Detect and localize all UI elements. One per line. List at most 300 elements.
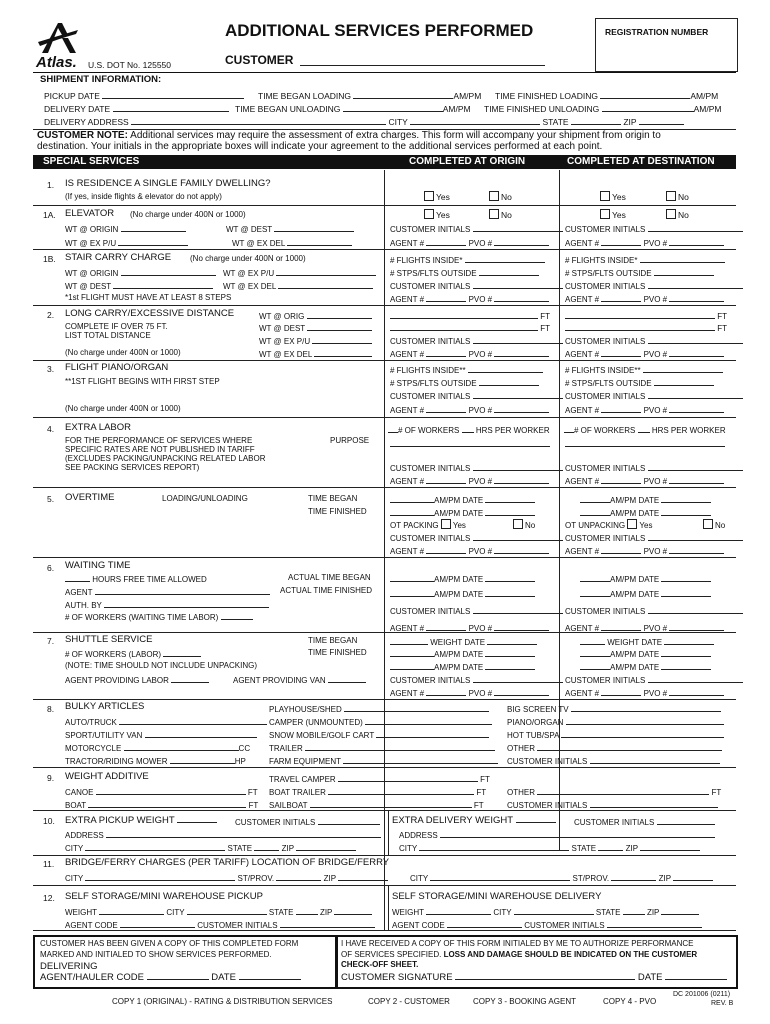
time-finished-loading-field[interactable] [600, 90, 690, 99]
s4-origin-hrs-field[interactable] [462, 424, 474, 433]
customer-label: CUSTOMER [225, 53, 294, 67]
s10-address-label: ADDRESS [399, 831, 438, 840]
s6-workers-label: # OF WORKERS (WAITING TIME LABOR) [65, 613, 219, 622]
s5-dest-time1-field[interactable] [580, 494, 610, 503]
s4-dest-initials-field[interactable] [648, 462, 743, 471]
customer-initials-label: CUSTOMER INITIALS [565, 282, 646, 291]
s12-pickup-zip-field[interactable] [334, 906, 372, 915]
pvo-label: PVO # [643, 239, 668, 248]
columns-header [33, 155, 736, 169]
s10-pickup-city-field[interactable] [85, 842, 225, 851]
s8-playhouse-field[interactable] [344, 703, 489, 712]
s4-dest-pvo-field[interactable] [669, 475, 724, 484]
s12-weight-label: WEIGHT [392, 908, 424, 917]
s10-delivery-title: EXTRA DELIVERY WEIGHT [392, 815, 513, 826]
s7-origin-agent-field[interactable] [426, 687, 466, 696]
s2-num: 2. [47, 310, 55, 320]
s5-num: 5. [47, 494, 55, 504]
ampm-label: AM/PM [690, 91, 719, 101]
s1b-dest-stps-field[interactable] [654, 267, 714, 276]
s12-delivery-city-field[interactable] [514, 906, 594, 915]
s5-origin-pvo-field[interactable] [494, 545, 549, 554]
s8-farm-field[interactable] [343, 755, 498, 764]
s8-bigscreen-field[interactable] [571, 703, 721, 712]
pvo-label: PVO # [643, 624, 668, 633]
s6-agent-label: AGENT [65, 588, 93, 597]
agent-label: AGENT # [565, 624, 600, 633]
s7-dest-initials-field[interactable] [648, 674, 743, 683]
date-label: DATE [462, 509, 484, 518]
date-label: DATE [638, 509, 660, 518]
s10-delivery-weight-field[interactable] [516, 814, 556, 823]
s11-zip1-field[interactable] [338, 872, 388, 881]
s10-delivery-zip-field[interactable] [640, 842, 700, 851]
s6-hours-free-field[interactable] [65, 573, 90, 582]
s2-wt-orig-label: WT @ ORIG [259, 312, 305, 321]
s5-dest-time2-field[interactable] [580, 507, 610, 516]
s7-origin-time2-field[interactable] [390, 661, 434, 670]
s6-dest-pvo-field[interactable] [669, 622, 724, 631]
s1b-dest-agent-field[interactable] [601, 293, 641, 302]
stps-outside-label: # STPS/FLTS OUTSIDE [390, 379, 477, 388]
s10-state-label: STATE [227, 844, 253, 853]
s8-suv-label: SPORT/UTILITY VAN [65, 731, 143, 740]
s8-tractor-field[interactable] [170, 755, 235, 764]
s11-city1-field[interactable] [85, 872, 235, 881]
s4-purpose: PURPOSE [330, 436, 370, 445]
customer-field[interactable] [300, 65, 545, 66]
s1a-dest-no-checkbox[interactable] [666, 209, 676, 219]
s8-snowmobile-field[interactable] [376, 729, 489, 738]
customer-initials-label: CUSTOMER INITIALS [390, 337, 471, 346]
s1b-origin-agent-field[interactable] [426, 293, 466, 302]
s3-dest-initials-field[interactable] [648, 390, 743, 399]
s7-dest-pvo-field[interactable] [669, 687, 724, 696]
s4-origin-workers-field[interactable] [388, 424, 398, 433]
s1b-wt-ex-pu-field[interactable] [276, 267, 376, 276]
s11-stprov1-field[interactable] [276, 872, 321, 881]
s6-origin-pvo-field[interactable] [494, 622, 549, 631]
s8-playhouse-label: PLAYHOUSE/SHED [269, 705, 342, 714]
delivery-date-field[interactable] [113, 103, 229, 112]
s2-wt-orig-field[interactable] [307, 310, 372, 319]
s7-dest-date1-field[interactable] [664, 636, 714, 645]
s1b-note: (No charge under 400N or 1000) [190, 254, 306, 263]
s10-delivery-state-field[interactable] [598, 842, 623, 851]
s10-pickup-zip-field[interactable] [296, 842, 356, 851]
weight-label: WEIGHT [607, 638, 640, 647]
s12-delivery-agent-code-field[interactable] [447, 919, 522, 928]
s5-dest-date2-field[interactable] [661, 507, 711, 516]
s9-canoe-field[interactable] [96, 786, 246, 795]
s1a-dest-agent-field[interactable] [601, 237, 641, 246]
s1a-origin-agent-field[interactable] [426, 237, 466, 246]
s12-delivery-weight-field[interactable] [426, 906, 491, 915]
s4-origin-agent-field[interactable] [426, 475, 466, 484]
zip-field[interactable] [639, 116, 684, 125]
s7-agent-labor-field[interactable] [171, 674, 209, 683]
s4-dest-workers-field[interactable] [564, 424, 574, 433]
zip-label: ZIP [623, 117, 637, 127]
s3-origin-flights-field[interactable] [468, 364, 543, 373]
s1a-dest-pvo-field[interactable] [669, 237, 724, 246]
s6-origin-date2-field[interactable] [485, 588, 535, 597]
form-revision: REV. B [711, 1000, 734, 1007]
special-services-heading: SPECIAL SERVICES [43, 156, 140, 167]
pvo-label: PVO # [468, 239, 493, 248]
s2-origin-initials-field[interactable] [473, 335, 563, 344]
s1b-wt-ex-del-field[interactable] [278, 280, 373, 289]
s2-dest-pvo-field[interactable] [669, 348, 724, 357]
s11-stprov2-field[interactable] [611, 872, 656, 881]
s2-dest-agent-field[interactable] [601, 348, 641, 357]
agent-label: AGENT # [565, 477, 600, 486]
s8-piano-field[interactable] [566, 716, 724, 725]
s1a-origin-initials-field[interactable] [473, 223, 563, 232]
ampm-label: AM/PM [434, 509, 461, 518]
s1-origin-no-checkbox[interactable] [489, 191, 499, 201]
pvo-label: PVO # [643, 406, 668, 415]
s1a-wt-origin-field[interactable] [121, 223, 186, 232]
s8-autotruck-field[interactable] [119, 716, 267, 725]
s1-sub: (If yes, inside flights & elevator do not apply) [65, 192, 222, 201]
pickup-date-field[interactable] [102, 90, 244, 99]
date-label: DATE [638, 590, 660, 599]
ampm-label: AM/PM [610, 575, 637, 584]
s1-origin-yes-checkbox[interactable] [424, 191, 434, 201]
registration-label: REGISTRATION NUMBER [605, 27, 709, 37]
s2-origin-ft2-field[interactable] [390, 322, 538, 331]
s1a-wt-ex-pu-field[interactable] [118, 237, 188, 246]
s10-delivery-city-field[interactable] [419, 842, 569, 851]
s12-pickup-agent-code-field[interactable] [120, 919, 195, 928]
s10-pickup-weight-field[interactable] [177, 814, 217, 823]
s12-title2: SELF STORAGE/MINI WAREHOUSE DELIVERY [392, 891, 602, 902]
s12-delivery-zip-field[interactable] [661, 906, 699, 915]
ampm-label: AM/PM [610, 509, 637, 518]
s6-agent-field[interactable] [95, 586, 270, 595]
s8-motorcycle-field[interactable] [124, 742, 239, 751]
s11-city2-field[interactable] [430, 872, 570, 881]
s3-origin-agent-field[interactable] [426, 404, 466, 413]
s9-boat-trailer-field[interactable] [328, 786, 474, 795]
date-label: DATE [211, 972, 236, 983]
time-finished-unloading-label: TIME FINISHED UNLOADING [484, 104, 600, 114]
ot-packing-yes-checkbox[interactable] [441, 519, 451, 529]
delivery-address-label: DELIVERY ADDRESS [44, 117, 129, 127]
s1b-dest-flights-field[interactable] [640, 254, 725, 263]
s2-dest-ft2-field[interactable] [565, 322, 715, 331]
ampm-label: AM/PM [610, 650, 637, 659]
s1a-origin-yes-checkbox[interactable] [424, 209, 434, 219]
ft-label: FT [248, 801, 259, 810]
s7-dest-time1-field[interactable] [580, 648, 610, 657]
s3-dest-stps-field[interactable] [654, 377, 714, 386]
s1a-wt-dest-field[interactable] [274, 223, 354, 232]
s7-workers-field[interactable] [163, 648, 201, 657]
s3-origin-pvo-field[interactable] [494, 404, 549, 413]
s7-agent-van-field[interactable] [328, 674, 366, 683]
ampm-label: AM/PM [434, 575, 461, 584]
time-began-loading-field[interactable] [353, 90, 453, 99]
ampm-label: AM/PM [693, 104, 722, 114]
time-began-unloading-label: TIME BEGAN UNLOADING [235, 104, 341, 114]
s9-other-field[interactable] [537, 786, 709, 795]
s5-origin-date2-field[interactable] [485, 507, 535, 516]
agent-label: AGENT # [390, 350, 425, 359]
s6-workers-field[interactable] [221, 611, 253, 620]
copy3: COPY 3 - BOOKING AGENT [473, 997, 576, 1006]
s12-pickup-city-field[interactable] [187, 906, 267, 915]
s7-origin-date2-field[interactable] [485, 648, 535, 657]
delivery-date-label: DELIVERY DATE [44, 104, 111, 114]
agent-label: AGENT # [390, 477, 425, 486]
s12-pickup-initials-field[interactable] [280, 919, 375, 928]
agent-label: AGENT # [390, 689, 425, 698]
s10-pickup-initials-field[interactable] [318, 816, 380, 825]
s5-origin-initials-field[interactable] [473, 532, 563, 541]
pvo-label: PVO # [643, 350, 668, 359]
s3-origin-stps-field[interactable] [479, 377, 539, 386]
s8-suv-field[interactable] [145, 729, 257, 738]
s6-origin-time2-field[interactable] [390, 588, 434, 597]
s5-dest-date1-field[interactable] [661, 494, 711, 503]
date-label: DATE [638, 575, 660, 584]
s4-dest-agent-field[interactable] [601, 475, 641, 484]
agent-hauler-field[interactable] [147, 971, 209, 980]
s8-initials-field[interactable] [590, 755, 720, 764]
s6-dest-agent-field[interactable] [601, 622, 641, 631]
s1b-dest-initials-field[interactable] [648, 280, 743, 289]
time-began-unloading-field[interactable] [343, 103, 443, 112]
s12-agent-code-label: AGENT CODE [392, 921, 445, 930]
s1a-origin-pvo-field[interactable] [494, 237, 549, 246]
s6-origin-time1-field[interactable] [390, 573, 434, 582]
s5-origin-agent-field[interactable] [426, 545, 466, 554]
date-label: DATE [462, 496, 484, 505]
s3-num: 3. [47, 364, 55, 374]
s10-city-label: CITY [65, 844, 84, 853]
pvo-label: PVO # [468, 350, 493, 359]
s8-hottub-field[interactable] [561, 729, 724, 738]
s3-dest-pvo-field[interactable] [669, 404, 724, 413]
customer-note-text2: destination. Your initials in the appropriate boxes will indicate your agreement to the additional services performed at each point. [37, 141, 603, 152]
s5-dest-pvo-field[interactable] [669, 545, 724, 554]
s3-dest-flights-field[interactable] [643, 364, 723, 373]
s6-auth-field[interactable] [104, 599, 269, 608]
s7-origin-pvo-field[interactable] [494, 687, 549, 696]
s6-num: 6. [47, 563, 55, 573]
agent-label: AGENT # [390, 624, 425, 633]
s1a-dest-yes-checkbox[interactable] [600, 209, 610, 219]
s1b-origin-initials-field[interactable] [473, 280, 563, 289]
s5-dest-agent-field[interactable] [601, 545, 641, 554]
s1a-origin-no-checkbox[interactable] [489, 209, 499, 219]
s2-dest-ft1-field[interactable] [565, 310, 715, 319]
pvo-label: PVO # [468, 295, 493, 304]
flights-inside-label: # FLIGHTS INSIDE** [390, 366, 466, 375]
s4-origin-pvo-field[interactable] [494, 475, 549, 484]
s7-origin-initials-field[interactable] [473, 674, 563, 683]
s1a-wt-ex-del-field[interactable] [287, 237, 352, 246]
s9-boat-field[interactable] [88, 799, 246, 808]
s1a-title: ELEVATOR [65, 208, 115, 219]
s12-delivery-initials-field[interactable] [607, 919, 702, 928]
s4-l1: FOR THE PERFORMANCE OF SERVICES WHERE [65, 436, 253, 445]
s11-zip-label: ZIP [658, 874, 671, 883]
s5-origin-time1-field[interactable] [390, 494, 434, 503]
customer-initials-label: CUSTOMER INITIALS [390, 282, 471, 291]
s12-title: SELF STORAGE/MINI WAREHOUSE PICKUP [65, 891, 263, 902]
s7-origin-date1-field[interactable] [487, 636, 537, 645]
s3-note: (No charge under 400N or 1000) [65, 404, 181, 413]
s7-dest-agent-field[interactable] [601, 687, 641, 696]
s12-pickup-weight-field[interactable] [99, 906, 164, 915]
s9-sailboat-label: SAILBOAT [269, 801, 308, 810]
no-label: No [678, 210, 689, 220]
footer-left1: CUSTOMER HAS BEEN GIVEN A COPY OF THIS COMPLETED FORM [40, 939, 299, 948]
s12-delivery-state-field[interactable] [623, 906, 645, 915]
s12-pickup-state-field[interactable] [296, 906, 318, 915]
s7-dest-date3-field[interactable] [661, 661, 711, 670]
ot-packing-no-checkbox[interactable] [513, 519, 523, 529]
ft-label: FT [711, 788, 722, 797]
s11-zip2-field[interactable] [673, 872, 713, 881]
s12-state-label: STATE [268, 908, 294, 917]
agent-label: AGENT # [390, 295, 425, 304]
s5-origin-date1-field[interactable] [485, 494, 535, 503]
customer-initials-label: CUSTOMER INITIALS [565, 534, 646, 543]
s10-delivery-address-field[interactable] [440, 829, 715, 838]
s7-dest-time2-field[interactable] [580, 661, 610, 670]
registration-number-box[interactable] [595, 18, 738, 72]
s9-initials-field[interactable] [590, 799, 718, 808]
s3-origin-initials-field[interactable] [473, 390, 563, 399]
s1b-origin-flights-field[interactable] [465, 254, 545, 263]
s2-wt-ex-del-field[interactable] [314, 348, 372, 357]
s7-dest-weight-field[interactable] [580, 636, 605, 645]
time-began-loading-label: TIME BEGAN LOADING [258, 91, 352, 101]
s8-num: 8. [47, 704, 55, 714]
date-label: DATE [462, 650, 484, 659]
s12-state-label: STATE [595, 908, 621, 917]
customer-signature-field[interactable] [455, 971, 635, 980]
s6-origin-initials-field[interactable] [473, 605, 563, 614]
s6-dest-date2-field[interactable] [661, 588, 711, 597]
state-field[interactable] [571, 116, 621, 125]
customer-initials-label: CUSTOMER INITIALS [565, 225, 646, 234]
ot-unpacking-no-checkbox[interactable] [703, 519, 713, 529]
s2-origin-agent-field[interactable] [426, 348, 466, 357]
s2-l2: LIST TOTAL DISTANCE [65, 331, 151, 340]
s8-camper-field[interactable] [365, 716, 492, 725]
s4-dest-hrs-field[interactable] [638, 424, 650, 433]
agent-label: AGENT # [390, 239, 425, 248]
s8-farm-label: FARM EQUIPMENT [269, 757, 341, 766]
ot-unpacking-yes-checkbox[interactable] [627, 519, 637, 529]
s1b-dest-pvo-field[interactable] [669, 293, 724, 302]
s10-title: EXTRA PICKUP WEIGHT [65, 815, 175, 826]
s2-wt-ex-pu-field[interactable] [312, 335, 372, 344]
s1b-wt-dest-field[interactable] [113, 280, 213, 289]
s2-origin-pvo-field[interactable] [494, 348, 549, 357]
s4-l4: SEE PACKING SERVICES REPORT) [65, 463, 200, 472]
s2-wt-dest-field[interactable] [307, 322, 372, 331]
city-label: CITY [388, 117, 408, 127]
s10-pickup-state-field[interactable] [254, 842, 279, 851]
completed-at-origin-heading: COMPLETED AT ORIGIN [409, 156, 526, 167]
s6-dest-initials-field[interactable] [648, 605, 743, 614]
s1b-origin-pvo-field[interactable] [494, 293, 549, 302]
customer-initials-label: CUSTOMER INITIALS [565, 676, 646, 685]
brand-name: Atlas. [36, 54, 77, 71]
s1-dest-yes-checkbox[interactable] [600, 191, 610, 201]
city-field[interactable] [410, 116, 540, 125]
time-finished-unloading-field[interactable] [602, 103, 694, 112]
s9-sailboat-field[interactable] [310, 799, 472, 808]
customer-signature-label: CUSTOMER SIGNATURE [341, 972, 453, 983]
ampm-label: AM/PM [453, 91, 482, 101]
s7-title: SHUTTLE SERVICE [65, 634, 153, 645]
signature-date-field[interactable] [665, 971, 727, 980]
s1-dest-no-checkbox[interactable] [666, 191, 676, 201]
s8-motorcycle-label: MOTORCYCLE [65, 744, 122, 753]
s8-other-field[interactable] [537, 742, 722, 751]
stps-outside-label: # STPS/FLTS OUTSIDE [565, 269, 652, 278]
s6-dest-time1-field[interactable] [580, 573, 610, 582]
s6-dest-time2-field[interactable] [580, 588, 610, 597]
ft-label: FT [473, 801, 484, 810]
ampm-label: AM/PM [434, 663, 461, 672]
footer-date-field[interactable] [239, 971, 301, 980]
s5-origin-time2-field[interactable] [390, 507, 434, 516]
s6-dest-date1-field[interactable] [661, 573, 711, 582]
s6-origin-agent-field[interactable] [426, 622, 466, 631]
s7-origin-date3-field[interactable] [485, 661, 535, 670]
date-label: DATE [462, 663, 484, 672]
s2-origin-ft1-field[interactable] [390, 310, 538, 319]
s1a-dest-initials-field[interactable] [648, 223, 743, 232]
s7-dest-date2-field[interactable] [661, 648, 711, 657]
s3-dest-agent-field[interactable] [601, 404, 641, 413]
s1b-title: STAIR CARRY CHARGE [65, 252, 172, 263]
ampm-label: AM/PM [610, 590, 637, 599]
s7-origin-weight-field[interactable] [390, 636, 428, 645]
agent-label: AGENT # [565, 295, 600, 304]
s8-trailer-field[interactable] [305, 742, 495, 751]
s12-zip-label: ZIP [646, 908, 660, 917]
s1b-origin-stps-field[interactable] [479, 267, 539, 276]
delivery-address-field[interactable] [131, 116, 386, 125]
s8-hp-label: HP [234, 757, 246, 766]
s10-city-label: CITY [399, 844, 418, 853]
s7-origin-time1-field[interactable] [390, 648, 434, 657]
pvo-label: PVO # [468, 406, 493, 415]
customer-initials-label: CUSTOMER INITIALS [574, 818, 655, 827]
s1b-wt-ex-del-label: WT @ EX DEL [223, 282, 277, 291]
s7-time-finished: TIME FINISHED [308, 648, 367, 657]
s1b-wt-origin-field[interactable] [121, 267, 216, 276]
s9-travel-camper-field[interactable] [338, 773, 478, 782]
s10-pickup-address-field[interactable] [106, 829, 381, 838]
s10-delivery-initials-field[interactable] [657, 816, 715, 825]
customer-initials-label: CUSTOMER INITIALS [390, 534, 471, 543]
s6-origin-date1-field[interactable] [485, 573, 535, 582]
s2-dest-initials-field[interactable] [648, 335, 743, 344]
s5-dest-initials-field[interactable] [648, 532, 743, 541]
ampm-label: AM/PM [434, 590, 461, 599]
s4-origin-initials-field[interactable] [473, 462, 563, 471]
